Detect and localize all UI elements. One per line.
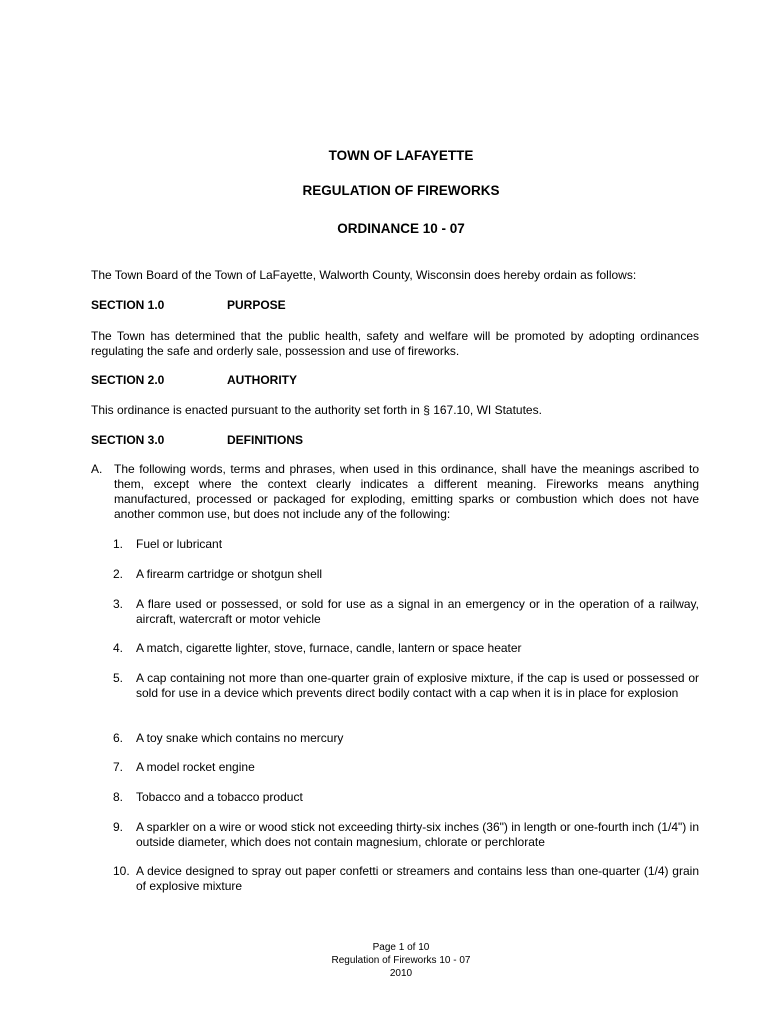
- footer-page-number: Page 1 of 10: [372, 942, 430, 953]
- purpose-paragraph: The Town has determined that the public health, safety and welfare will be promoted by adopting ordinances regulating the safe and orderly sale, possession and use of fireworks.: [91, 329, 699, 358]
- list-item-text: A sparkler on a wire or wood stick not exceeding thirty-six inches (36") in length or one-fourth inch (1/4") in outside diameter, which does not contain magnesium, chlorate or perchlorate: [136, 820, 699, 849]
- list-item: [113, 790, 699, 805]
- list-item-text: Tobacco and a tobacco product: [136, 790, 303, 804]
- list-item: [113, 820, 699, 850]
- regulation-title: REGULATION OF FIREWORKS: [302, 183, 500, 198]
- footer-year: 2010: [389, 968, 413, 979]
- list-item-number: 7.: [113, 760, 124, 774]
- definitions-paragraph-a: [91, 462, 699, 522]
- list-item: [113, 731, 699, 746]
- section-number: SECTION 1.0: [91, 298, 165, 312]
- list-item-number: 4.: [113, 641, 124, 655]
- list-item-number: 6.: [113, 731, 124, 745]
- list-item-number: 2.: [113, 567, 124, 581]
- item-label: A.: [91, 462, 103, 476]
- authority-paragraph: This ordinance is enacted pursuant to the authority set forth in § 167.10, WI Statutes.: [91, 403, 542, 417]
- list-item: [113, 597, 699, 627]
- section-heading-definitions: [91, 433, 699, 448]
- section-heading-authority: [91, 373, 699, 388]
- list-item: [113, 760, 699, 775]
- list-item: [113, 671, 699, 701]
- list-item-text: A device designed to spray out paper confetti or streamers and contains less than one-quarter (1/4) grain of explosive mixture: [136, 864, 699, 893]
- list-item-text: A cap containing not more than one-quarter grain of explosive mixture, if the cap is used or possessed or sold for use in a device which prevents direct bodily contact with a cap when it is in place for explosion: [136, 671, 699, 700]
- section-number: SECTION 3.0: [91, 433, 165, 447]
- list-item: [113, 537, 699, 552]
- list-item-number: 3.: [113, 597, 124, 611]
- town-title: TOWN OF LAFAYETTE: [328, 148, 474, 163]
- section-number: SECTION 2.0: [91, 373, 165, 387]
- intro-paragraph: The Town Board of the Town of LaFayette, Walworth County, Wisconsin does hereby ordain as follows:: [91, 268, 637, 282]
- list-item-number: 10.: [113, 864, 130, 878]
- list-item-number: 9.: [113, 820, 124, 834]
- ordinance-title: ORDINANCE 10 - 07: [337, 221, 465, 236]
- list-item: [113, 864, 699, 894]
- list-item-text: Fuel or lubricant: [136, 537, 223, 551]
- list-item-number: 8.: [113, 790, 124, 804]
- list-item-text: A toy snake which contains no mercury: [136, 731, 344, 745]
- list-item: [113, 641, 699, 656]
- list-item-text: A firearm cartridge or shotgun shell: [136, 567, 323, 581]
- list-item-text: A model rocket engine: [136, 760, 255, 774]
- definitions-text: The following words, terms and phrases, when used in this ordinance, shall have the meanings ascribed to them, except where the context clearly indicates a different meaning. Fireworks means anything manufactured, processed or packaged for exploding, emitting sparks or combustion which does not have another common use, but does not include any of the following:: [114, 462, 699, 521]
- list-item-text: A flare used or possessed, or sold for use as a signal in an emergency or in the operation of a railway, aircraft, watercraft or motor vehicle: [136, 597, 699, 626]
- section-title: PURPOSE: [227, 298, 286, 312]
- page-footer: [16, 941, 770, 980]
- list-item: [113, 567, 699, 582]
- section-title: AUTHORITY: [227, 373, 297, 387]
- section-title: DEFINITIONS: [227, 433, 304, 447]
- list-item-number: 5.: [113, 671, 124, 685]
- section-heading-purpose: [91, 298, 699, 313]
- footer-document-title: Regulation of Fireworks 10 - 07: [331, 955, 471, 966]
- list-item-text: A match, cigarette lighter, stove, furnace, candle, lantern or space heater: [136, 641, 522, 655]
- list-item-number: 1.: [113, 537, 124, 551]
